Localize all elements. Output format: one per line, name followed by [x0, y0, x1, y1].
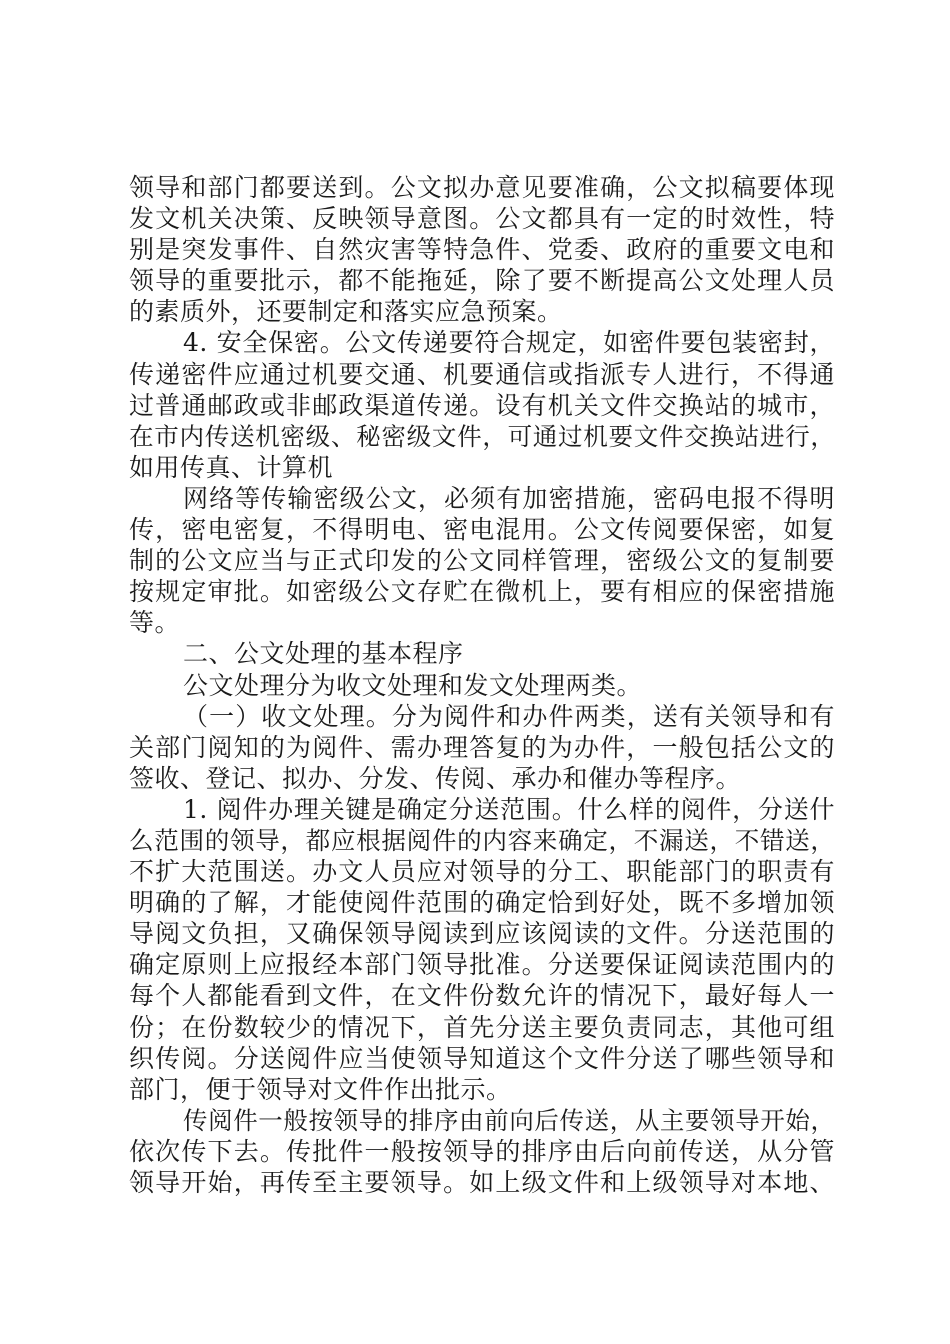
text-line: 明确的了解，才能使阅件范围的确定恰到好处，既不多增加领 [129, 888, 835, 918]
text-line: 在市内传送机密级、秘密级文件，可通过机要文件交换站进行， [129, 421, 835, 451]
text-line: 关部门阅知的为阅件、需办理答复的为办件，一般包括公文的 [129, 732, 835, 762]
text-line: 领导和部门都要送到。公文拟办意见要准确，公文拟稿要体现 [129, 173, 835, 202]
text-line: 不扩大范围送。办文人员应对领导的分工、职能部门的职责有 [129, 857, 835, 887]
text-line: 织传阅。分送阅件应当使领导知道这个文件分送了哪些领导和 [129, 1043, 835, 1073]
subsection-heading: （一）收文处理。分为阅件和办件两类，送有关领导和有 [183, 701, 835, 731]
text-line: 每个人都能看到文件，在文件份数允许的情况下，最好每人一 [129, 981, 835, 1011]
text-line: 么范围的领导，都应根据阅件的内容来确定，不漏送，不错送， [129, 825, 835, 855]
text-line: 公文处理分为收文处理和发文处理两类。 [183, 670, 643, 700]
text-line: 别是突发事件、自然灾害等特急件、党委、政府的重要文电和 [129, 235, 835, 265]
text-line: 如用传真、计算机 [129, 452, 334, 482]
text-line: 网络等传输密级公文，必须有加密措施，密码电报不得明 [183, 483, 835, 513]
text-line: 部门，便于领导对文件作出批示。 [129, 1074, 512, 1104]
body-text [129, 172, 835, 1198]
text-line: 制的公文应当与正式印发的公文同样管理，密级公文的复制要 [129, 546, 835, 576]
text-line: 4. 安全保密。公文传递要符合规定，如密件要包装密封， [183, 328, 835, 358]
text-line: 传阅件一般按领导的排序由前向后传送，从主要领导开始， [183, 1105, 835, 1135]
text-line: 按规定审批。如密级公文存贮在微机上，要有相应的保密措施 [129, 577, 835, 607]
text-line: 签收、登记、拟办、分发、传阅、承办和催办等程序。 [129, 763, 742, 793]
text-line: 确定原则上应报经本部门领导批准。分送要保证阅读范围内的 [129, 950, 835, 980]
text-line: 传递密件应通过机要交通、机要通信或指派专人进行，不得通 [129, 359, 835, 389]
text-line: 领导开始，再传至主要领导。如上级文件和上级领导对本地、 [129, 1168, 835, 1197]
text-line: 导阅文负担，又确保领导阅读到应该阅读的文件。分送范围的 [129, 919, 835, 949]
text-line: 份；在份数较少的情况下，首先分送主要负责同志，其他可组 [129, 1012, 835, 1042]
text-line: 过普通邮政或非邮政渠道传递。设有机关文件交换站的城市， [129, 390, 835, 420]
text-line: 依次传下去。传批件一般按领导的排序由后向前传送，从分管 [129, 1136, 835, 1166]
text-line: 1. 阅件办理关键是确定分送范围。什么样的阅件，分送什 [183, 794, 835, 824]
text-line: 传，密电密复，不得明电、密电混用。公文传阅要保密，如复 [129, 515, 835, 545]
text-line: 领导的重要批示，都不能拖延，除了要不断提高公文处理人员 [129, 266, 835, 296]
text-line: 发文机关决策、反映领导意图。公文都具有一定的时效性，特 [129, 204, 835, 234]
text-line: 等。 [129, 608, 181, 638]
text-line: 的素质外，还要制定和落实应急预案。 [129, 297, 563, 327]
section-heading: 二、公文处理的基本程序 [183, 639, 464, 669]
